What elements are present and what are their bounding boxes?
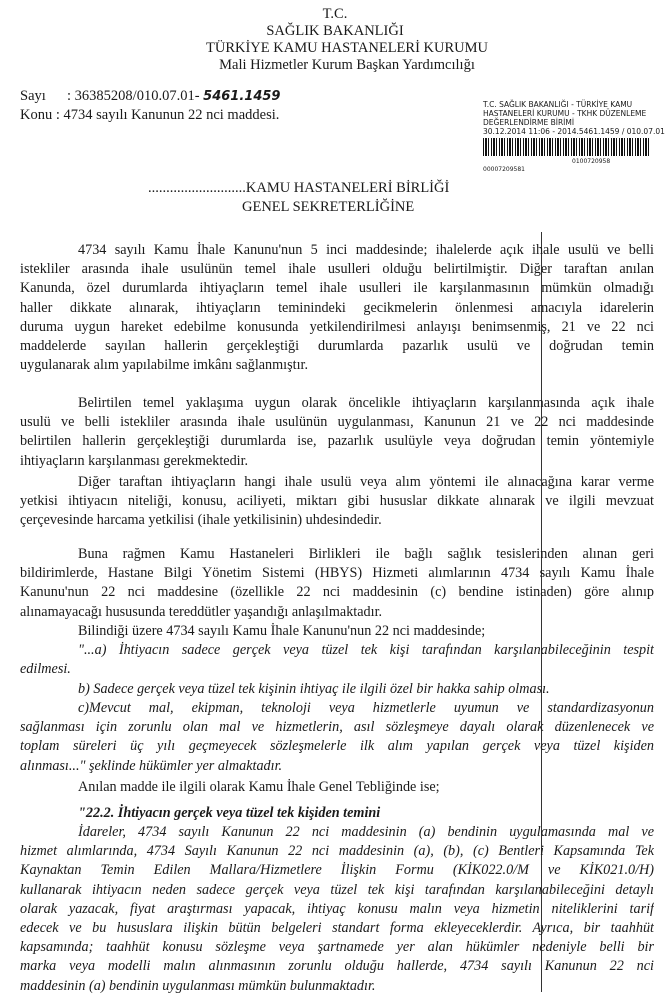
p4-line: Buna rağmen Kamu Hastaneleri Birlikleri ile bağlı sağlık tesislerinden alınan geri	[78, 546, 654, 562]
teblig-line: edecek ve bu hususlara ilişkin bütün belgeleri standart forma ekleyeceklerdir. Ayrıca, bir taahhüt	[20, 920, 654, 937]
quote-c-line: c)Mevcut mal, ekipman, teknoloji veya hizmetlerle uyumun ve standardizasyonun	[78, 700, 654, 716]
header-line-tc: T.C.	[322, 6, 348, 22]
paragraph-4	[20, 545, 654, 622]
teblig-line: olarak yazacak, fiyat araştırması yapacak, ihtiyaç konusu malın veya hizmetin niteliklerini tarif	[20, 900, 654, 917]
p1-line: istekliler arasında ihale usulünün temel ihale usulleri olduğu belirtilmiştir. Diğer taraftan anılan	[20, 261, 654, 278]
quote-a-line: edilmesi.	[20, 661, 71, 678]
p3-line: yetkisi ihtiyacın niteliği, konusu, aciliyeti, miktarı gibi hususlar dikkate alınarak ve ilgili mevzuat	[20, 493, 654, 510]
barcode-number: 00007209581	[483, 166, 525, 173]
p6-line: Anılan madde ile ilgili olarak Kamu İhale Genel Tebliğinde ise;	[78, 779, 440, 795]
p5-line: Bilindiği üzere 4734 sayılı Kamu İhale Kanunu'nun 22 nci maddesinde;	[78, 623, 486, 639]
teblig-line: İdareler, 4734 sayılı Kanunun 22 nci maddesinin (a) bendinin uygulamasında mal ve	[78, 824, 654, 840]
paragraph-1	[20, 241, 654, 375]
tebliğ-heading	[20, 804, 654, 823]
quote-c-line: alınması..." şeklinde hükümler yer almaktadır.	[20, 757, 283, 774]
header-ministry: SAĞLIK BAKANLIĞI	[266, 23, 404, 39]
addressee-line-1: ...........................KAMU HASTANELERİ BİRLİĞİ	[148, 180, 450, 196]
header-institution: TÜRKİYE KAMU HASTANELERİ KURUMU	[206, 40, 488, 56]
paragraph-2	[20, 394, 654, 471]
sayi-value: : 36385208/010.07.01-	[67, 88, 200, 104]
teblig-line: hizmet alımlarında, 4734 Sayılı Kanunun 22 nci maddesinin (a), (b), (c) Bentleri Kapsamında Tek	[20, 843, 654, 860]
p4-line: bildirimlerde, Hastane Bilgi Yönetim Sistemi (HBYS) Hizmeti alımlarının 4734 sayılı Kamu İhale	[20, 565, 654, 582]
p1-line: haller dikkate alınarak, ihtiyaçların teminindeki gecikmelerin önlenmesi amacıyla idarelerin	[20, 299, 654, 316]
p1-line: uygulanarak alım yapılabilme imkânı sağlanmıştır.	[20, 357, 309, 374]
teblig-line: kapsamında; taahhüt konusu sözleşme veya şartnamede yer alan hükümler nedeniyle belli bir	[20, 939, 654, 956]
p4-line: Kanunu'nun 22 nci maddesine (özellikle 22 nci maddesinin (c) bendine istinaden) göre alınıp	[20, 584, 654, 601]
teblig-line: kullanarak ihtiyacın neden sadece gerçek veya tüzel tek kişi tarafından karşılanabileceğini detaylı	[20, 881, 654, 898]
registry-stamp	[483, 100, 670, 136]
p1-line: maddelerde sayılan hallerin gerçekleştiği durumlarda pazarlık usulü ve doğrudan temin	[20, 338, 654, 355]
teblig-line: marka veya modelli malın alınmasının zorunlu olduğu hallerde, 4734 sayılı Kanunun 22 nci	[20, 958, 654, 975]
stamp-line-4: 30.12.2014 11:06 - 2014.5461.1459 / 010.07.01	[483, 127, 665, 136]
paragraph-3	[20, 473, 654, 531]
p2-line: belirtilen hallerin gerçekleştiği durumlarda ise, pazarlık usulüyle veya doğrudan temin yöntemiyle	[20, 433, 654, 450]
quote-b-line: b) Sadece gerçek veya tüzel tek kişinin ihtiyaç ile ilgili özel bir hakka sahip olması.	[78, 681, 550, 697]
barcode	[483, 138, 651, 156]
stamp-line-1: T.C. SAĞLIK BAKANLIĞI - TÜRKİYE KAMU	[483, 100, 633, 109]
quote-a	[20, 641, 654, 679]
p3-line: Diğer taraftan ihtiyaçların hangi ihale usulü veya alım yöntemi ile alınacağına karar verme	[78, 474, 654, 490]
p2-line: Belirtilen temel yaklaşıma uygun olarak öncelikle ihtiyaçların karşılanmasında açık ihale	[78, 395, 654, 411]
p1-line: 4734 sayılı Kamu İhale Kanunu'nun 5 inci maddesinde; ihalelerde açık ihale usulü ve belli	[78, 242, 654, 258]
konu-value: : 4734 sayılı Kanunun 22 nci maddesi.	[55, 107, 280, 123]
quote-c	[20, 699, 654, 776]
addressee-line-2: GENEL SEKRETERLİĞİNE	[242, 199, 415, 215]
teblig-body	[20, 823, 654, 996]
heading-line: "22.2. İhtiyacın gerçek veya tüzel tek kişiden temini	[78, 805, 381, 821]
quote-a-line: "...a) İhtiyacın sadece gerçek veya tüzel tek kişi tarafından karşılanabileceğinin tespit	[78, 642, 654, 658]
sayi-row	[20, 88, 280, 105]
p1-line: duruma uygun hareket edebilme konusunda yetkilendirilmesi anlayışı benimsenmiş, 21 ve 22 nci	[20, 318, 654, 335]
p4-line: alınamayacağı hususunda tereddütler yaşandığı anlaşılmaktadır.	[20, 603, 383, 620]
sayi-handwritten: 5461.1459	[203, 89, 281, 104]
teblig-line: maddesinin (a) bendinin uygulanması mümkün bulunmaktadır.	[20, 977, 376, 994]
quote-b	[20, 680, 654, 699]
p2-line: ihtiyaçların karşılanması gerekmektedir.	[20, 452, 249, 469]
stamp-line-2: HASTANELERİ KURUMU - TKHK DÜZENLEME	[483, 109, 647, 118]
teblig-line: Kaynaktan Temin Edilen Mallara/Hizmetlere İlişkin Formu (KİK022.0/M ve KİK021.0/H)	[20, 862, 654, 879]
stamp-line-3: DEĞERLENDİRME BİRİMİ	[483, 118, 575, 127]
paragraph-6	[20, 778, 654, 797]
sayi-label: Sayı	[20, 88, 46, 104]
quote-c-line: sağlanması için zorunlu olan mal ve hizmetlerin, asıl sözleşmeye dayalı olarak düzenlenecek ve	[20, 719, 654, 736]
p3-line: çerçevesinde harcama yetkilisi (ihale yetkilisinin) uhdesindedir.	[20, 512, 382, 529]
p2-line: usulü ve belli istekliler arasında ihale usulünün uygulanması, Kanunun 21 ve 22 nci maddesinde	[20, 414, 654, 431]
konu-label: Konu	[20, 107, 53, 123]
paragraph-5	[20, 622, 654, 641]
header-department: Mali Hizmetler Kurum Başkan Yardımcılığı	[219, 57, 475, 73]
konu-row	[20, 107, 279, 124]
barcode-small-number: 0100720958	[572, 158, 611, 165]
quote-c-line: toplam süreleri üç yılı geçmeyecek sözleşmelerle ilk alım yapılan gerçek veya tüzel kişiden	[20, 738, 654, 755]
p1-line: Kanunda, özel durumlarda ihtiyaçların temel ihale usulleri ile karşılanmasının mümkün olmadığı	[20, 280, 654, 297]
